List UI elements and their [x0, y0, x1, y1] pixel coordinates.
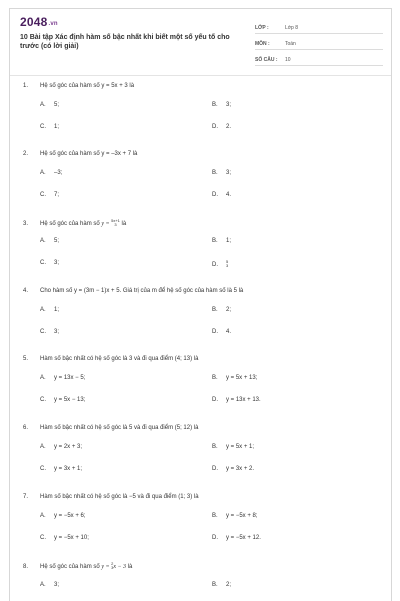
option-label: D.	[212, 262, 218, 268]
question-stem-end: là	[119, 221, 127, 227]
option-value: y = 13x + 13.	[226, 397, 261, 403]
option-value: 3;	[54, 260, 60, 266]
option-d[interactable]	[212, 397, 261, 403]
option-d[interactable]	[212, 466, 254, 472]
option-value: 3;	[226, 170, 232, 176]
option-value: y = 5x + 13;	[226, 375, 258, 381]
option-label: C.	[40, 329, 46, 335]
worksheet-header	[10, 9, 391, 69]
option-c[interactable]	[40, 260, 59, 266]
question-stem-end: là	[126, 564, 133, 570]
option-value: y = 13x − 5;	[54, 375, 86, 381]
meta-value: 10	[285, 57, 291, 63]
option-value: 2;	[226, 582, 232, 588]
math-expression: x − 3	[113, 564, 127, 570]
question-stem: Hệ số góc của hàm số	[40, 564, 102, 570]
option-label: C.	[40, 192, 46, 198]
option-value: –3;	[54, 170, 63, 176]
option-label: C.	[40, 535, 46, 541]
option-value: 3;	[54, 582, 60, 588]
option-c[interactable]	[40, 466, 82, 472]
fraction	[111, 219, 120, 227]
option-a[interactable]	[40, 582, 59, 588]
option-label: D.	[212, 466, 218, 472]
option-value: 3;	[226, 102, 232, 108]
option-b[interactable]	[212, 444, 254, 450]
question-text	[23, 562, 132, 570]
question-stem: Hàm số bậc nhất có hệ số góc là 3 và đi qua điểm (4; 13) là	[40, 356, 199, 362]
question-number: 1.	[23, 83, 29, 89]
question-text	[23, 151, 137, 157]
logo-text: 2048	[20, 15, 48, 29]
option-value: y = −5x + 6;	[54, 513, 86, 519]
meta-value: Lớp 8	[285, 25, 299, 31]
option-label: A.	[40, 582, 46, 588]
option-value: 1;	[54, 124, 60, 130]
question-number: 7.	[23, 494, 29, 500]
question-text	[23, 288, 243, 294]
header-divider	[10, 75, 391, 76]
option-a[interactable]	[40, 444, 82, 450]
option-a[interactable]	[40, 238, 59, 244]
fraction-denominator: 3	[114, 222, 117, 227]
option-a[interactable]	[40, 375, 85, 381]
option-label: A.	[40, 170, 46, 176]
option-label: A.	[40, 307, 46, 313]
option-b[interactable]	[212, 307, 231, 313]
option-label: A.	[40, 238, 46, 244]
worksheet-page	[9, 8, 392, 601]
option-c[interactable]	[40, 535, 89, 541]
option-b[interactable]	[212, 375, 257, 381]
option-value: 4.	[226, 329, 232, 335]
math-expression: y =	[101, 564, 112, 570]
question-number: 2.	[23, 151, 29, 157]
option-label: D.	[212, 192, 218, 198]
option-b[interactable]	[212, 238, 231, 244]
question-number: 3.	[23, 221, 29, 227]
option-label: A.	[40, 513, 46, 519]
option-c[interactable]	[40, 329, 59, 335]
option-c[interactable]	[40, 192, 59, 198]
fraction-numerator: 2	[111, 561, 114, 566]
question-stem: Hàm số bậc nhất có hệ số góc là 5 và đi qua điểm (5; 12) là	[40, 425, 199, 431]
question-stem: Hệ số góc của hàm số y = –3x + 7 là	[40, 151, 138, 157]
option-value: 4.	[226, 192, 232, 198]
meta-label: LỚP :	[255, 25, 269, 31]
question-stem: Cho hàm số y = (3m − 1)x + 5. Giá trị của m để hệ số góc của hàm số là 5 là	[40, 288, 244, 294]
option-value: y = 3x + 2.	[226, 466, 255, 472]
meta-row-count	[255, 50, 383, 66]
logo-suffix: .vn	[48, 21, 58, 27]
option-a[interactable]	[40, 307, 59, 313]
question-number: 6.	[23, 425, 29, 431]
meta-row-class	[255, 18, 383, 34]
option-label: B.	[212, 582, 218, 588]
worksheet-title: 10 Bài tập Xác định hàm số bậc nhất khi biết một số yếu tố cho trước (có lời giải)	[20, 34, 230, 50]
option-label: C.	[40, 397, 46, 403]
option-d[interactable]	[212, 192, 231, 198]
question-number: 5.	[23, 356, 29, 362]
math-expression: y =	[101, 221, 112, 227]
question-number: 4.	[23, 288, 29, 294]
worksheet-meta	[255, 18, 383, 66]
option-value: 1;	[54, 307, 60, 313]
option-a[interactable]	[40, 170, 62, 176]
meta-value: Toán	[285, 41, 296, 47]
option-value: y = −5x + 8;	[226, 513, 258, 519]
fraction-numerator: 5x+1	[111, 218, 120, 223]
option-label: D.	[212, 397, 218, 403]
question-stem: Hệ số góc của hàm số y = 5x + 3 là	[40, 83, 135, 89]
option-label: A.	[40, 102, 46, 108]
option-value: 2;	[226, 307, 232, 313]
option-label: B.	[212, 170, 218, 176]
option-label: C.	[40, 124, 46, 130]
question-text	[23, 494, 199, 500]
option-value: y = −5x + 10;	[54, 535, 89, 541]
option-value: 2.	[226, 124, 232, 130]
fraction-denominator: 3	[226, 263, 229, 268]
option-label: C.	[40, 260, 46, 266]
option-label: D.	[212, 124, 218, 130]
meta-label: SỐ CÂU :	[255, 57, 278, 63]
option-b[interactable]	[212, 582, 231, 588]
option-label: B.	[212, 444, 218, 450]
option-label: D.	[212, 535, 218, 541]
question-text	[23, 425, 198, 431]
option-d[interactable]	[212, 329, 231, 335]
fraction-numerator: 5	[226, 259, 229, 264]
option-d[interactable]	[212, 124, 231, 130]
option-value: 5;	[54, 238, 60, 244]
option-value: y = 5x + 1;	[226, 444, 255, 450]
option-b[interactable]	[212, 102, 231, 108]
option-c[interactable]	[40, 124, 59, 130]
question-number: 8.	[23, 564, 29, 570]
option-value: 3;	[54, 329, 60, 335]
option-value: 5;	[54, 102, 60, 108]
question-stem: Hàm số bậc nhất có hệ số góc là −5 và đi qua điểm (1; 3) là	[40, 494, 199, 500]
option-b[interactable]	[212, 513, 258, 519]
option-a[interactable]	[40, 102, 59, 108]
option-b[interactable]	[212, 170, 231, 176]
option-label: B.	[212, 238, 218, 244]
option-label: D.	[212, 329, 218, 335]
option-label: A.	[40, 375, 46, 381]
option-label: C.	[40, 466, 46, 472]
meta-label: MÔN :	[255, 41, 270, 47]
option-value: y = −5x + 12.	[226, 535, 261, 541]
option-d[interactable]	[212, 260, 228, 268]
option-value: 1;	[226, 238, 232, 244]
option-label: B.	[212, 375, 218, 381]
option-value: y = 2x + 3;	[54, 444, 83, 450]
option-d[interactable]	[212, 535, 261, 541]
fraction	[226, 260, 228, 268]
meta-row-subject	[255, 34, 383, 50]
option-value: 7;	[54, 192, 60, 198]
option-label: B.	[212, 307, 218, 313]
question-text	[23, 83, 134, 89]
option-c[interactable]	[40, 397, 85, 403]
question-text	[23, 219, 126, 227]
question-text	[23, 356, 198, 362]
question-stem: Hệ số góc của hàm số	[40, 221, 102, 227]
option-value: y = 5x − 13;	[54, 397, 86, 403]
option-label: B.	[212, 102, 218, 108]
option-a[interactable]	[40, 513, 86, 519]
site-logo[interactable]	[20, 15, 58, 29]
fraction-denominator: 3	[111, 565, 114, 570]
option-label: B.	[212, 513, 218, 519]
option-value: y = 3x + 1;	[54, 466, 83, 472]
option-label: A.	[40, 444, 46, 450]
